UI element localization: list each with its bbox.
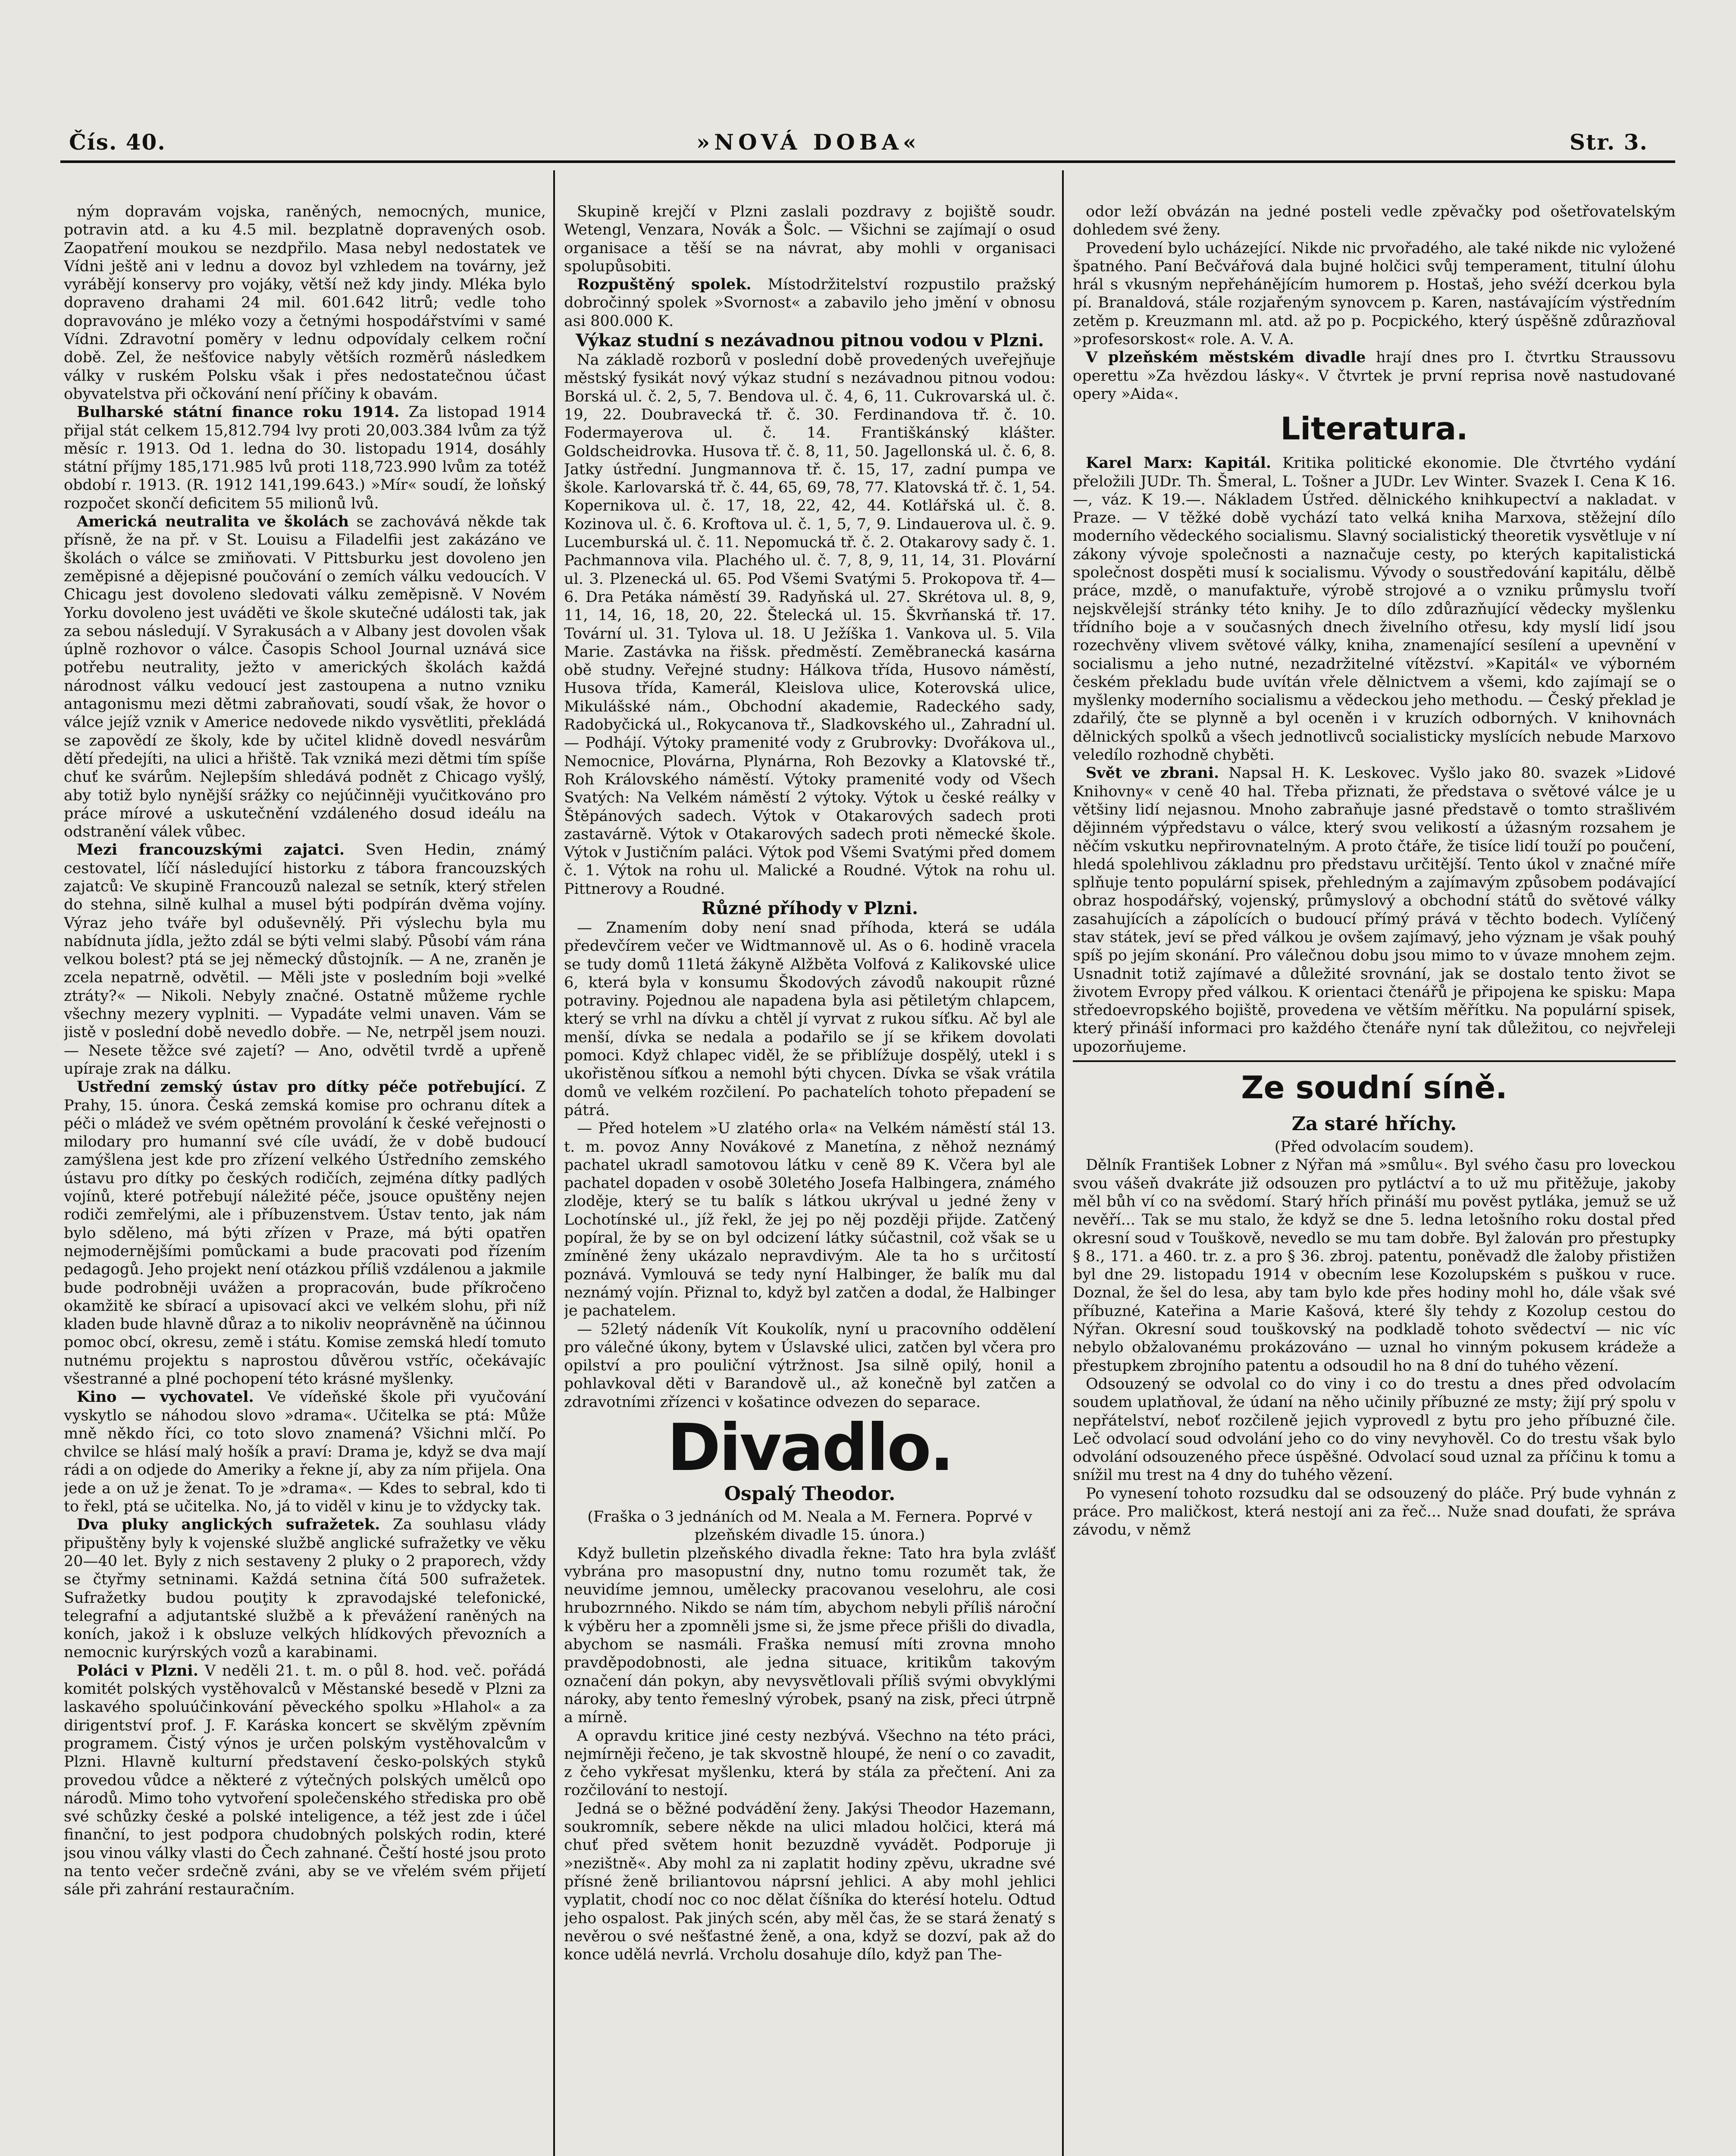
- article-headline: Bulharské státní finance roku 1914.: [77, 403, 400, 421]
- article-headline: Kino — vychovatel.: [77, 1388, 254, 1406]
- masthead: »NOVÁ DOBA«: [696, 129, 921, 155]
- article-headline: Dva pluky anglických sufražetek.: [77, 1516, 380, 1534]
- article-paragraph: Když bulletin plzeňského divadla řekne: Tato hra byla zvlášť vybrána pro masopustní dny, nutno tomu rozumět tak, že neuvidíme jemnou, umělecky pracovanou veselohru, ale cosi hrubozrnného. Nikdo se nám tím, abychom nebyli příliš nároční k výběru her a zpomněli jsme si, že jsme přece přišli do divadla, abychom se nasmáli. Fraška nemusí míti zrovna mnoho pravděpodobnosti, ale jedna situace, kritikům takovým označení dán pokyn, aby nevysvětlovali příliš svými obvyklými nároky, aby tento řemeslný výrobek, psaný na zisk, přeci útrpně a mírně.: [564, 1545, 1056, 1727]
- article-paragraph: Jedná se o běžné podvádění ženy. Jakýsi Theodor Hazemann, soukromník, sebere někde na ulici mladou holčici, která má chuť před světem honit bezuzdně vyvádět. Podporuje ji »nezištně«. Aby mohl za ni zaplatit hodiny zpěvu, ukradne své přísné ženě briliantovou náprsní jehlici. A aby mohl jehlici vyplatit, chodí noc co noc dělat číšníka do kterésí hotelu. Odtud jeho ospalost. Pak jiných scén, aby měl čas, že se stará ženatý s nevěrou o své nešťastné ženě, a ona, když se dozví, pak až do konce udělá nevrlá. Vrcholu dosahuje dílo, když pan The-: [564, 1800, 1056, 1964]
- article-paragraph: — Před hotelem »U zlatého orla« na Velkém náměstí stál 13. t. m. povoz Anny Novákové z Manetína, z něhož neznámý pachatel ukradl samotovou látku v ceně 89 K. Včera byl ale pachatel dopaden v osobě 30letého Josefa Halbingera, známého zloděje, který se tu balík s látkou ukrýval u jedné ženy v Lochotínské ul., jíž řekl, že jej po něj později přijde. Zatčený popíral, že by se on byl odcizení látky súčastnil, což však se u zmíněné ženy ukázalo nepravdivým. Ale ta ho s určitostí poznává. Vymlouvá se tedy nyní Halbinger, že balík mu dal neznámý vojín. Přiznal to, když byl zatčen a dodal, že Halbinger je pachatelem.: [564, 1120, 1056, 1320]
- section-heading: Literatura.: [1280, 411, 1468, 447]
- article-paragraph: [64, 1388, 546, 1516]
- article-paragraph: odor leží obvázán na jedné posteli vedle zpěvačky pod ošetřovatelským dohledem své ženy.: [1073, 203, 1676, 239]
- article-paragraph: [64, 1078, 546, 1388]
- article-title: Výkaz studní s nezávadnou pitnou vodou v Plzni.: [575, 330, 1044, 351]
- article-paragraph: [64, 513, 546, 841]
- column-2: [564, 203, 1056, 2156]
- column-1: [64, 203, 546, 2156]
- article-paragraph: [64, 403, 546, 513]
- article-headline: Mezi francouzskými zajatci.: [77, 841, 345, 859]
- page-number: Str. 3.: [1570, 129, 1648, 155]
- article-paragraph: [64, 1516, 546, 1661]
- article-paragraph: Po vynesení tohoto rozsudku dal se odsouzený do pláče. Prý bude vyhnán z práce. Pro maličkost, která nestojí ani za řeč... Nuže snad doufati, že správa závodu, v němž: [1073, 1485, 1676, 1539]
- article-subheading: Za staré hříchy.: [1291, 1113, 1457, 1135]
- article-body: Za souhlasu vlády připuštěny byly k vojenské službě anglické sufražetky ve věku 20—40 let. Byly z nich sestaveny 2 pluky o 2 praporech, vždy se čtyřmy setninami. Každá setnina čítá 500 sufražetek. Sufražetky budou pouţity k zpravodajské telefonické, telegrafní a adjutantské službě a k převážení raněných na koních, jakož i k obsluze velkých hlídkových převozních a nemocnic kurýrských vozů a karabinami.: [64, 1516, 546, 1661]
- article-paragraph: [1073, 348, 1676, 403]
- article-title: Různé příhody v Plzni.: [702, 898, 918, 918]
- section-rule: [1073, 1060, 1676, 1062]
- article-paragraph: Dělník František Lobner z Nýřan má »smůlu«. Byl svého času pro loveckou svou vášeň dvakráte již odsouzen pro pytláctví a to už mu přitěžuje, jakoby měl bůh ví co na svědomí. Starý hřích přináší mu pověst pytláka, jemuž se už nevěří... Tak se mu stalo, že když se dne 5. ledna letošního roku dostal před okresní soud v Touškově, nevedlo se mu tam dobře. Byl žalován pro přestupky § 8., 171. a 460. tr. z. a pro § 36. zbroj. patentu, poněvadž dle žaloby přistižen byl dne 29. listopadu 1914 v obecním lese Kozolupském s puškou v ruce. Doznal, že šel do lesa, aby tam bylo kde přes hodiny mohl ho, dále však své příbuzné, Kateřina a Marie Kašová, které šly tehdy z Kozolup cestou do Nýřan. Okresní soud touškovský na podkladě tohoto svědectví — nic víc nebylo obžalovanému prokázováno — uznal ho vinným pokusem krádeže a přestupkem zbrojního patentu a odsoudil ho na 8 dní do tuhého vězení.: [1073, 1156, 1676, 1375]
- section-heading: Ze soudní síně.: [1241, 1069, 1507, 1106]
- article-body: Za listopad 1914 přijal stát celkem 15,812.794 lvy proti 20,003.384 lvům za týž měsíc r. 1913. Od 1. ledna do 30. listopadu 1914, dosáhly státní příjmy 185,171.985 lvů proti 118,723.990 lvům za totéž období r. 1913. (R. 1912 141,199.643.) »Mír« soudí, že loňský rozpočet skončí deficitem 55 milionů lvů.: [64, 404, 546, 512]
- article-note: (Fraška o 3 jednáních od M. Neala a M. Fernera. Poprvé v plzeňském divadle 15. února.): [587, 1508, 1032, 1544]
- column-divider-1: [553, 170, 555, 2156]
- article-body: se zachovává někde tak přísně, že na př. v St. Louisu a Filadelfii jest zakázáno ve školách o válce se zmiňovati. V Pittsburku jest dovoleno jen zeměpisné a dějepisné poučování o zemích válku vedoucích. V Chicagu jest dovoleno sledovati válku zeměpisně. V Novém Yorku dovoleno jest uváděti ve škole skutečné události tak, jak za sebou následují. V Syrakusách a v Albany jest dovolen však úplně rozhovor o válce. Časopis School Journal uznává sice potřebu neutrality, ježto v amerických školách každá národnost válku vedoucí jest zastoupena a nutno vzniku antagonismu mezi dětmi zabraňovati, soudí však, že hovor o válce jejíž vznik v Americe nedovede nikdo vysvětliti, překládá se zapovědí ze školy, kde by učitel klidně dovedl nesvárům dětí předejíti, na ulici a hřiště. Tak vzniká mezi dětmi tím spíše chuť ke svárům. Nejlepším shledává podnět z Chicago vyšlý, aby totiž bylo nynější srážky co nejúčinněji vyučitkováno pro práce mírové a uskutečnění vzdáleného dosud ideálu na odstranění válek vůbec.: [64, 513, 546, 841]
- article-subheading: Ospalý Theodor.: [724, 1483, 896, 1505]
- article-paragraph: Provedení bylo ucházející. Nikde nic prvořadého, ale také nikde nic vyložené špatného. Paní Bečvářová dala bujné holčici svůj temperament, titulní úlohu hrál s vkusným nepřehánějícím humorem p. Hostaš, jeho svéží dcerkou byla pí. Branaldová, stále rozjařeným synovcem p. Karen, nastávajícím výstředním zetěm p. Kreuzmann ml. atd. až po p. Pocpického, který úspěšně zdůrazňoval »profesorskost« role. A. V. A.: [1073, 239, 1676, 348]
- article-headline: Rozpuštěný spolek.: [577, 276, 752, 294]
- article-headline: Svět ve zbrani.: [1086, 764, 1219, 782]
- article-paragraph: [1073, 764, 1676, 1056]
- article-headline: V plzeňském městském divadle: [1086, 348, 1366, 367]
- article-body: Kritika politické ekonomie. Dle čtvrtého vydání přeložili JUDr. Th. Šmeral, L. Tošner a JUDr. Lev Winter. Svazek I. Cena K 16.—, váz. K 19.—. Nákladem Ústřed. dělnického knihkupectví a nakladat. v Praze. — V těžké době vychází tato velká kniha Marxova, stěžejní dílo moderního vědeckého socialismu. Slavný socialistický theoretik vysvětluje v ní zákony vývoje společnosti a naznačuje cesty, po kterých kapitalistická společnost dospěti musí k socialismu. Vývody o soustředování kapitálu, dělbě práce, mzdě, o manufaktuře, výrobě strojové a o vzniku průmyslu tvoří nejskvělejší stránky této knihy. Je to dílo zdůrazňující vědecky myšlenku třídního boje a v současných dnech živelního otřesu, kdy myslí lidí jsou rozechvěny vlivem světové války, kniha, znamenající sesílení a upevnění v socialismu a jeho nutné, nezadržitelné vítězství. »Kapitál« ve výborném českém překladu bude uvítán vřele dělnictvem a všemi, kdo zajímají se o myšlenky moderního socialismu a vědeckou jeho methodu. — Český překlad je zdařilý, čte se plynně a byl oceněn i v kruzích odborných. V knihovnách dělnických spolků a všech jednotlivců socialisticky myslících nebude Marxovo veledílo rozhodně chyběti.: [1073, 454, 1676, 764]
- issue-number: Čís. 40.: [69, 129, 166, 155]
- article-paragraph: Odsouzený se odvolal co do viny i co do trestu a dnes před odvolacím soudem uplatňoval, že údaní na něho učinily příbuzné ze msty; žijí prý spolu v nepřátelství, neboť rozčileně jejich vyprovedl z bytu pro jeho příbuzné čile. Leč odvolací soud odvolání jeho co do viny nevyhověl. Co do trestu však bylo odvolání odsouzeného přece úspěšné. Odvolací soud uznal za příčinu k tomu a snížil mu trest na 4 dny do tuhého vězení.: [1073, 1375, 1676, 1484]
- article-paragraph: [564, 276, 1056, 330]
- article-paragraph: [64, 1662, 546, 1899]
- article-body: Z Prahy, 15. února. Česká zemská komise pro ochranu dítek a péči o mládež ve svém opětném provolání k české veřejnosti o milodary pro humanní své cíle uvádí, že v době budoucí zamýšlena jest kde pro zřízení velkého Ústředního zemského ústavu pro dítky po českých rodičích, zejména dítky padlých vojínů, které potřebují náležité péče, jsouce opuštěny nejen rodiči zemřelými, ale i příbuzenstvem. Ústav tento, jak nám bylo sděleno, má býti zřízen v Praze, má býti opatřen nejmodernějšími pomůckami a bude pracovati pod řízením pedagogů. Jeho projekt není otázkou příliš vzdálenou a jakmile bude podrobněji uvážen a propracován, bude příkročeno okamžitě ke sbírací a upisovací akci ve velkém slohu, při níž kladen bude hlavně důraz a to nikoliv neoprávněně na účinnou pomoc obcí, okresu, země i státu. Komise zemská hledí tomuto nutnému projektu s naprostou důvěrou vstříc, očekávajíc všestranné a plné pochopení této krásné myšlenky.: [64, 1078, 546, 1388]
- article-paragraph: [64, 841, 546, 1078]
- article-note: (Před odvolacím soudem).: [1274, 1138, 1474, 1156]
- article-body: Napsal H. K. Leskovec. Vyšlo jako 80. svazek »Lidové Knihovny« v ceně 40 hal. Třeba přiznati, že představa o světové válce je u většiny lidí nejasnou. Mnoho zabraňuje jasné představě o tomto strašlivém dějinném výpředstavu o válce, který svou velikostí a úžasným rozsahem je něčím vskutku nepřirovnatelným. A proto čtáře, že tisíce lidí touží po poučení, hledá spolehlivou základnu pro představu určitější. Tento úkol v značné míře splňuje tento populární spisek, přehledným a zajímavým způsobem podávající obraz hospodářský, vojenský, průmyslový a obchodní států do světové války zasahujících a zápolících o budoucí přímý prává v těchto bodech. Vylíčený stav státek, jeví se před válkou je ovšem zajímavý, jeho význam je však pouhý spíš po jejím skonání. Pro válečnou dobu jsou mimo to v úvaze mnohem zejm. Usnadnit totiž zajímavé a důležité srovnání, jak se dostalo tento život se životem Evropy před válkou. K orientaci čtenářů je připojena ke spisku: Mapa středoevropského bojiště, provedena ve větším měřítku. Na populární spisek, který přináší informaci pro každého čtenáře nyní tak důležitou, co nejvřeleji upozorňujeme.: [1073, 765, 1676, 1056]
- article-paragraph: [1073, 454, 1676, 764]
- article-body: Místodržitelství rozpustilo pražský dobročinný spolek »Svornost« a zabavilo jeho jmění v obnosu asi 800.000 K.: [564, 276, 1056, 330]
- article-paragraph: A opravdu kritice jiné cesty nezbývá. Všechno na této práci, nejmírněji řečeno, je tak skvostně hloupé, že není o co zavadit, z čeho vykřesat myšlenku, která by stála za přečtení. Ani za rozčilování to nestojí.: [564, 1727, 1056, 1799]
- header-rule: [60, 160, 1675, 163]
- article-body: Ve vídeňské škole při vyučování vyskytlo se náhodou slovo »drama«. Učitelka se ptá: Může mně někdo říci, co toto slovo znamená? Všichni mlčí. Po chvilce se hlásí malý hošík a praví: Drama je, když se dva mají rádi a on odjede do Ameriky a řekne jí, aby za ním přijela. Ona jede a on už je ženat. To je »drama«. — Kdes to sebral, kdo ti to řekl, ptá se učitelka. No, já to viděl v kinu je to vždycky tak.: [64, 1388, 546, 1516]
- article-headline: Karel Marx: Kapitál.: [1086, 454, 1272, 472]
- article-body: Sven Hedin, známý cestovatel, líčí následující historku z tábora francouzských zajatců: Ve skupině Francouzů nalezal se setník, který střelen do stehna, silně kulhal a musel býti podpírán dvěma vojíny. Výraz jeho tváře byl oduševnělý. Při výslechu byla mu nabídnuta jídla, ježto zdál se býti velmi slabý. Působí vám rána velkou bolest? ptá se jej německý důstojník. — A ne, zraněn je zcela nepatrně, odvětil. — Měli jste v posledním boji »velké ztráty?« — Nikoli. Nebyly značné. Ostatně můžeme rychle všechny mezery vyplniti. — Vypadáte velmi unaven. Vám se jistě v poslední době nevedlo dobře. — Ne, netrpěl jsem nouzi. — Nesete těžce své zajetí? — Ano, odvětil tvrdě a upřeně upíraje zrak na dálku.: [64, 841, 546, 1078]
- article-headline: Ustřední zemský ústav pro dítky péče potřebující.: [77, 1078, 526, 1096]
- article-paragraph: Na základě rozborů v poslední době provedených uveřejňuje městský fysikát nový výkaz studní s nezávadnou pitnou vodou: Borská ul. č. 2, 5, 7. Bendova ul. č. 4, 6, 11. Cukrovarská ul. č. 19, 22. Doubravecká tř. č. 30. Ferdinandova tř. č. 10. Fodermayerova ul. č. 14. Františkánský klášter. Goldscheidrovka. Husova tř. č. 8, 11, 50. Jagellonská ul. č. 6, 8. Jatky ústřední. Jungmannova tř. č. 15, 17, zadní pumpa ve škole. Karlovarská tř. č. 44, 65, 69, 78, 77. Klatovská tř. č. 1, 54. Kopernikova ul. č. 17, 18, 22, 42, 44. Kotlářská ul. č. 8. Kozinova ul. č. 6. Kroftova ul. č. 1, 5, 7, 9. Lindauerova ul. č. 9. Lucemburská ul. č. 11. Nepomucká tř. č. 2. Otakarovy sady č. 1. Pachmannova vila. Plachého ul. č. 7, 8, 9, 11, 14, 31. Plovární ul. 3. Plzenecká ul. 65. Pod Všemi Svatými 5. Prokopova tř. 4—6. Dra Petáka náměstí 39. Radyňská ul. 27. Skrétova ul. 8, 9, 11, 14, 16, 18, 20, 22. Štelecká ul. 15. Škvrňanská tř. 17. Tovární ul. 31. Tylova ul. 18. U Ježíška 1. Vankova ul. 5. Vila Marie. Zastávka na řišsk. předměstí. Zeměbranecká kasárna obě studny. Veřejné studny: Hálkova třída, Husovo náměstí, Husova třída, Kamerál, Kleislova ulice, Koterovská ulice, Mikulášské nám., Obchodní akademie, Radeckého sady, Radobyčická ul., Rokycanova tř., Sladkovského ul., Zahradní ul. — Podhájí. Výtoky pramenité vody z Grubrovky: Dvořákova ul., Nemocnice, Plovárna, Plynárna, Roh Bezovky a Klatovské tř., Roh Královského náměstí. Výtoky pramenité vody od Všech Svatých: Na Velkém náměstí 2 výtoky. Výtok u české reálky v Štěpánových sadech. Výtok v Otakarových sadech proti zastavárně. Výtok v Otakarových sadech proti německé škole. Výtok v Justičním paláci. Výtok pod Všemi Svatými před domem č. 1. Výtok na rohu ul. Malické a Roudné. Výtok na rohu ul. Pittnerovy a Roudné.: [564, 351, 1056, 898]
- article-headline: Americká neutralita ve školách: [77, 513, 349, 531]
- column-divider-2: [1062, 170, 1064, 2156]
- article-headline: Poláci v Plzni.: [77, 1661, 198, 1680]
- article-paragraph: — 52letý nádeník Vít Koukolík, nyní u pracovního oddělení pro válečné úkony, bytem v Úslavské ulici, zatčen byl včera pro opilství a pro pouliční výtržnost. Jsa silně opilý, honil a pohlavkoval děti v Barandově ul., až konečně byl zatčen a zdravotními zřízenci v košatince odvezen do separace.: [564, 1320, 1056, 1411]
- article-paragraph: — Znamením doby není snad příhoda, která se udála předevčírem večer ve Widtmannově ul. As o 6. hodině vracela se tudy domů 11letá žákyně Alžběta Volfová z Kalikovské ulice 6, která byla v konsumu Škodových závodů nakoupit různé potraviny. Pojednou ale napadena byla asi pětiletým chlapcem, který se vrhl na dívku a chtěl jí vyrvat z rukou síťku. Ač byl ale menší, dívka se nedala a podařilo se jí se křikem dovolati pomoci. Když chlapec viděl, že se přiblížuje dospělý, utekl i s ukořistěnou síťkou a nemohl býti chycen. Dívka se však vrátila domů ve velkém rozčilení. Po pachatelích tohoto přepadení se pátrá.: [564, 919, 1056, 1119]
- column-3: [1073, 203, 1676, 2156]
- section-heading-large: Divadlo.: [667, 1410, 953, 1485]
- article-body: hrají dnes pro I. čtvrtku Straussovu operettu »Za hvězdou lásky«. V čtvrtek je první reprisa nově nastudované opery »Aida«.: [1073, 349, 1676, 403]
- article-body: V neděli 21. t. m. o půl 8. hod. več. pořádá komitét polských vystěhovalců v Městanské besedě v Plzni za laskavého spoluúčinkování pěveckého spolku »Hlahol« a za dirigentství prof. J. F. Karáska koncert se skvělým zpěvním programem. Čistý výnos je určen polským vystěhovalcům v Plzni. Hlavně kulturní představení česko-polských styků provedou vůdce a některé z výtečných polských umělců opo národů. Mimo toho vytvoření společenského střediska pro obě své schůzky české a polské inteligence, a též jest zde i účel finanční, to jest podpora chudobných polských rodin, které jsou vinou války vlasti do Čech zahnané. Čeští hosté jsou proto na tento večer srdečně zváni, aby se ve vřelém svém přijetí sále při zahrání restauračním.: [64, 1662, 546, 1899]
- article-paragraph: ným dopravám vojska, raněných, nemocných, munice, potravin atd. a ku 4.5 mil. bezplatně dopravených osob. Zaopatření moukou se nezdpřilo. Masa nebyl nedostatek ve Vídni ještě ani v lednu a dovoz byl vzhledem na továrny, jež vyrábějí konservy pro vojáky, větší než kdy jindy. Mléka bylo dopraveno drahami 24 mil. 601.642 litrů; vedle toho dopravováno je mléko vozy a četnými hospodářstvími v samé Vídni. Zdravotní poměry v lednu odpovídaly celkem roční době. Zel, že nešťovice nabyly větších rozměrů následkem války v ruském Polsku však i přes nedostatečnou účast obyvatelstva při očkování není příčiny k obavám.: [64, 203, 546, 403]
- article-paragraph: Skupině krejčí v Plzni zaslali pozdravy z bojiště soudr. Wetengl, Venzara, Novák a Šolc. — Všichni se zajímají o osud organisace a těší se na návrat, aby mohli v organisaci spolupůsobiti.: [564, 203, 1056, 275]
